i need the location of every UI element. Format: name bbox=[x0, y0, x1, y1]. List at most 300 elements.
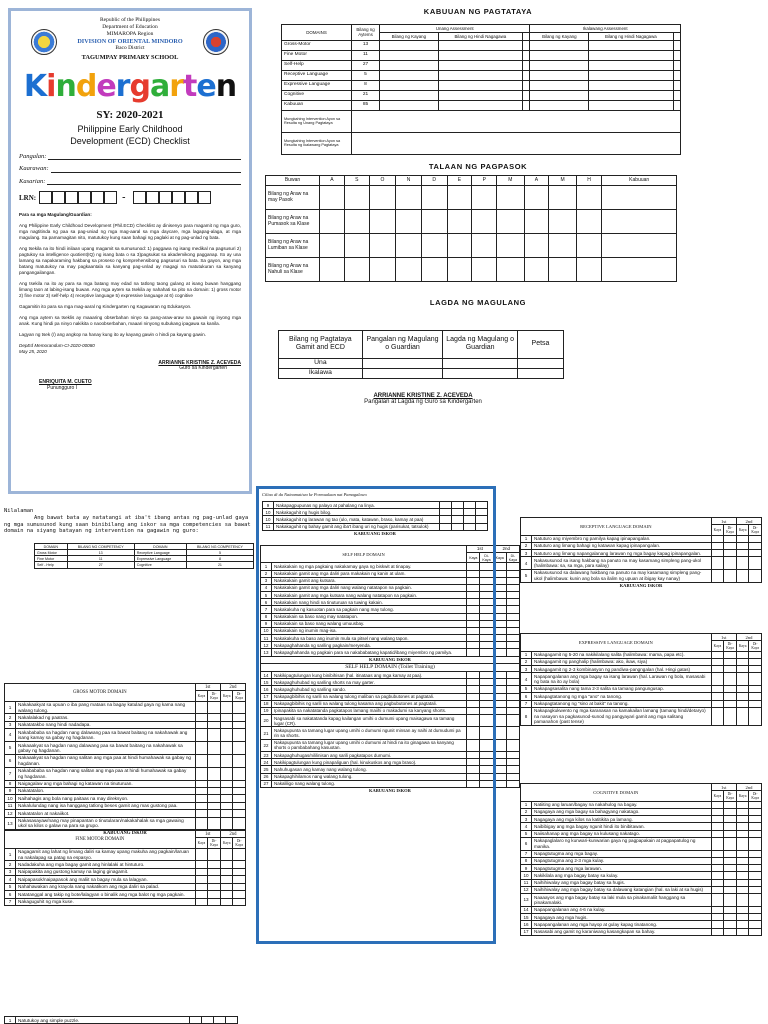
check-cell[interactable] bbox=[467, 727, 480, 739]
sex-field[interactable] bbox=[19, 178, 241, 185]
check-cell[interactable] bbox=[736, 914, 749, 921]
check-cell[interactable] bbox=[480, 613, 493, 620]
att-cell[interactable] bbox=[472, 186, 497, 210]
check-cell[interactable] bbox=[724, 535, 737, 542]
check-cell[interactable] bbox=[190, 1017, 202, 1024]
check-cell[interactable] bbox=[480, 752, 493, 759]
check-cell[interactable] bbox=[233, 767, 246, 780]
check-cell[interactable] bbox=[736, 894, 749, 907]
check-cell[interactable] bbox=[724, 808, 737, 815]
check-cell[interactable] bbox=[736, 685, 749, 692]
birthday-line[interactable] bbox=[51, 166, 241, 173]
summary-score-cell[interactable] bbox=[438, 50, 522, 60]
check-cell[interactable] bbox=[506, 672, 519, 679]
check-cell[interactable] bbox=[480, 592, 493, 599]
check-cell[interactable] bbox=[195, 883, 208, 890]
att-cell[interactable] bbox=[369, 186, 395, 210]
check-cell[interactable] bbox=[749, 535, 762, 542]
summary-score-cell[interactable] bbox=[673, 50, 680, 60]
summary-score-cell[interactable] bbox=[380, 60, 439, 70]
att-cell[interactable] bbox=[524, 186, 549, 210]
att-cell[interactable] bbox=[602, 210, 677, 234]
check-cell[interactable] bbox=[493, 606, 506, 613]
summary-score-cell[interactable] bbox=[523, 50, 530, 60]
check-cell[interactable] bbox=[195, 861, 208, 868]
summary-score-cell[interactable] bbox=[438, 40, 522, 50]
check-cell[interactable] bbox=[467, 766, 480, 773]
check-cell[interactable] bbox=[749, 666, 762, 673]
lrn-box[interactable] bbox=[198, 191, 211, 204]
check-cell[interactable] bbox=[480, 773, 493, 780]
check-cell[interactable] bbox=[736, 651, 749, 658]
check-cell[interactable] bbox=[736, 557, 749, 570]
intervention-2-cell[interactable] bbox=[352, 132, 681, 154]
check-cell[interactable] bbox=[493, 627, 506, 634]
check-cell[interactable] bbox=[506, 693, 519, 700]
check-cell[interactable] bbox=[233, 883, 246, 890]
att-cell[interactable] bbox=[576, 186, 602, 210]
att-cell[interactable] bbox=[524, 210, 549, 234]
check-cell[interactable] bbox=[233, 701, 246, 714]
check-cell[interactable] bbox=[208, 721, 221, 728]
check-cell[interactable] bbox=[711, 928, 724, 935]
check-cell[interactable] bbox=[711, 801, 724, 808]
check-cell[interactable] bbox=[467, 686, 480, 693]
summary-score-cell[interactable] bbox=[438, 90, 522, 100]
summary-score-cell[interactable] bbox=[530, 60, 589, 70]
check-cell[interactable] bbox=[724, 685, 737, 692]
check-cell[interactable] bbox=[711, 823, 724, 830]
check-cell[interactable] bbox=[711, 658, 724, 665]
check-cell[interactable] bbox=[711, 685, 724, 692]
check-cell[interactable] bbox=[195, 721, 208, 728]
check-cell[interactable] bbox=[467, 679, 480, 686]
check-cell[interactable] bbox=[233, 729, 246, 742]
check-cell[interactable] bbox=[195, 780, 208, 787]
check-cell[interactable] bbox=[195, 891, 208, 898]
check-cell[interactable] bbox=[467, 627, 480, 634]
check-cell[interactable] bbox=[208, 729, 221, 742]
check-cell[interactable] bbox=[736, 850, 749, 857]
sig-cell[interactable] bbox=[518, 358, 564, 368]
check-cell[interactable] bbox=[724, 830, 737, 837]
check-cell[interactable] bbox=[233, 876, 246, 883]
check-cell[interactable] bbox=[724, 666, 737, 673]
check-cell[interactable] bbox=[208, 848, 221, 861]
check-cell[interactable] bbox=[467, 620, 480, 627]
check-cell[interactable] bbox=[452, 516, 464, 523]
summary-score-cell[interactable] bbox=[673, 70, 680, 80]
check-cell[interactable] bbox=[749, 823, 762, 830]
check-cell[interactable] bbox=[493, 759, 506, 766]
check-cell[interactable] bbox=[480, 649, 493, 656]
check-cell[interactable] bbox=[724, 651, 737, 658]
check-cell[interactable] bbox=[233, 861, 246, 868]
check-cell[interactable] bbox=[749, 886, 762, 893]
att-cell[interactable] bbox=[369, 234, 395, 258]
summary-score-cell[interactable] bbox=[530, 50, 589, 60]
check-cell[interactable] bbox=[506, 766, 519, 773]
check-cell[interactable] bbox=[467, 606, 480, 613]
check-cell[interactable] bbox=[736, 801, 749, 808]
check-cell[interactable] bbox=[506, 759, 519, 766]
check-cell[interactable] bbox=[724, 850, 737, 857]
check-cell[interactable] bbox=[467, 759, 480, 766]
check-cell[interactable] bbox=[736, 928, 749, 935]
check-cell[interactable] bbox=[476, 509, 488, 516]
check-cell[interactable] bbox=[452, 509, 464, 516]
summary-score-cell[interactable] bbox=[673, 40, 680, 50]
check-cell[interactable] bbox=[711, 830, 724, 837]
check-cell[interactable] bbox=[724, 928, 737, 935]
check-cell[interactable] bbox=[195, 742, 208, 755]
check-cell[interactable] bbox=[711, 816, 724, 823]
summary-score-cell[interactable] bbox=[530, 80, 589, 90]
check-cell[interactable] bbox=[467, 613, 480, 620]
check-cell[interactable] bbox=[506, 599, 519, 606]
check-cell[interactable] bbox=[195, 876, 208, 883]
att-cell[interactable] bbox=[497, 258, 524, 282]
sig-cell[interactable] bbox=[518, 368, 564, 378]
check-cell[interactable] bbox=[220, 817, 233, 830]
check-cell[interactable] bbox=[493, 592, 506, 599]
att-cell[interactable] bbox=[396, 258, 422, 282]
lrn-box[interactable] bbox=[133, 191, 146, 204]
check-cell[interactable] bbox=[220, 729, 233, 742]
check-cell[interactable] bbox=[493, 642, 506, 649]
lrn-box[interactable] bbox=[91, 191, 104, 204]
lrn-box[interactable] bbox=[159, 191, 172, 204]
check-cell[interactable] bbox=[736, 816, 749, 823]
check-cell[interactable] bbox=[749, 569, 762, 582]
summary-score-cell[interactable] bbox=[673, 100, 680, 110]
check-cell[interactable] bbox=[493, 635, 506, 642]
check-cell[interactable] bbox=[208, 891, 221, 898]
check-cell[interactable] bbox=[724, 550, 737, 557]
check-cell[interactable] bbox=[493, 672, 506, 679]
check-cell[interactable] bbox=[506, 686, 519, 693]
check-cell[interactable] bbox=[724, 872, 737, 879]
check-cell[interactable] bbox=[220, 876, 233, 883]
check-cell[interactable] bbox=[493, 752, 506, 759]
check-cell[interactable] bbox=[749, 550, 762, 557]
check-cell[interactable] bbox=[467, 752, 480, 759]
check-cell[interactable] bbox=[208, 714, 221, 721]
summary-score-cell[interactable] bbox=[438, 70, 522, 80]
check-cell[interactable] bbox=[493, 739, 506, 751]
check-cell[interactable] bbox=[711, 808, 724, 815]
check-cell[interactable] bbox=[749, 894, 762, 907]
summary-score-cell[interactable] bbox=[438, 80, 522, 90]
check-cell[interactable] bbox=[220, 754, 233, 767]
check-cell[interactable] bbox=[440, 523, 452, 530]
lrn-box[interactable] bbox=[52, 191, 65, 204]
check-cell[interactable] bbox=[208, 754, 221, 767]
att-cell[interactable] bbox=[369, 258, 395, 282]
att-cell[interactable] bbox=[524, 234, 549, 258]
check-cell[interactable] bbox=[506, 773, 519, 780]
check-cell[interactable] bbox=[493, 686, 506, 693]
check-cell[interactable] bbox=[749, 857, 762, 864]
check-cell[interactable] bbox=[214, 1017, 226, 1024]
check-cell[interactable] bbox=[480, 620, 493, 627]
check-cell[interactable] bbox=[220, 701, 233, 714]
check-cell[interactable] bbox=[711, 569, 724, 582]
check-cell[interactable] bbox=[724, 569, 737, 582]
check-cell[interactable] bbox=[506, 584, 519, 591]
lrn-box[interactable] bbox=[146, 191, 159, 204]
check-cell[interactable] bbox=[440, 502, 452, 509]
check-cell[interactable] bbox=[736, 857, 749, 864]
check-cell[interactable] bbox=[736, 823, 749, 830]
check-cell[interactable] bbox=[736, 700, 749, 707]
check-cell[interactable] bbox=[480, 599, 493, 606]
check-cell[interactable] bbox=[480, 727, 493, 739]
check-cell[interactable] bbox=[506, 752, 519, 759]
check-cell[interactable] bbox=[195, 810, 208, 817]
sig-cell[interactable] bbox=[443, 368, 518, 378]
check-cell[interactable] bbox=[506, 715, 519, 727]
check-cell[interactable] bbox=[749, 801, 762, 808]
check-cell[interactable] bbox=[711, 886, 724, 893]
check-cell[interactable] bbox=[220, 891, 233, 898]
check-cell[interactable] bbox=[467, 584, 480, 591]
summary-score-cell[interactable] bbox=[589, 60, 673, 70]
check-cell[interactable] bbox=[233, 891, 246, 898]
check-cell[interactable] bbox=[233, 714, 246, 721]
check-cell[interactable] bbox=[506, 649, 519, 656]
check-cell[interactable] bbox=[493, 563, 506, 570]
check-cell[interactable] bbox=[736, 837, 749, 850]
check-cell[interactable] bbox=[506, 570, 519, 577]
att-cell[interactable] bbox=[320, 210, 345, 234]
check-cell[interactable] bbox=[736, 666, 749, 673]
check-cell[interactable] bbox=[724, 886, 737, 893]
check-cell[interactable] bbox=[736, 658, 749, 665]
check-cell[interactable] bbox=[736, 906, 749, 913]
summary-score-cell[interactable] bbox=[380, 80, 439, 90]
check-cell[interactable] bbox=[711, 666, 724, 673]
check-cell[interactable] bbox=[480, 780, 493, 787]
att-cell[interactable] bbox=[396, 210, 422, 234]
check-cell[interactable] bbox=[233, 721, 246, 728]
check-cell[interactable] bbox=[711, 535, 724, 542]
check-cell[interactable] bbox=[749, 921, 762, 928]
check-cell[interactable] bbox=[749, 816, 762, 823]
check-cell[interactable] bbox=[711, 557, 724, 570]
sig-cell[interactable] bbox=[443, 358, 518, 368]
check-cell[interactable] bbox=[480, 627, 493, 634]
att-cell[interactable] bbox=[421, 258, 447, 282]
check-cell[interactable] bbox=[208, 876, 221, 883]
check-cell[interactable] bbox=[467, 739, 480, 751]
check-cell[interactable] bbox=[506, 620, 519, 627]
check-cell[interactable] bbox=[226, 1017, 238, 1024]
summary-score-cell[interactable] bbox=[380, 40, 439, 50]
check-cell[interactable] bbox=[724, 801, 737, 808]
check-cell[interactable] bbox=[506, 727, 519, 739]
check-cell[interactable] bbox=[208, 810, 221, 817]
att-cell[interactable] bbox=[576, 234, 602, 258]
check-cell[interactable] bbox=[233, 787, 246, 794]
sex-line[interactable] bbox=[47, 178, 241, 185]
check-cell[interactable] bbox=[467, 635, 480, 642]
check-cell[interactable] bbox=[467, 672, 480, 679]
check-cell[interactable] bbox=[749, 557, 762, 570]
check-cell[interactable] bbox=[724, 707, 737, 725]
att-cell[interactable] bbox=[549, 258, 576, 282]
check-cell[interactable] bbox=[464, 516, 476, 523]
check-cell[interactable] bbox=[724, 906, 737, 913]
check-cell[interactable] bbox=[220, 802, 233, 809]
summary-score-cell[interactable] bbox=[589, 80, 673, 90]
att-cell[interactable] bbox=[549, 210, 576, 234]
att-cell[interactable] bbox=[576, 258, 602, 282]
check-cell[interactable] bbox=[233, 742, 246, 755]
summary-score-cell[interactable] bbox=[589, 90, 673, 100]
check-cell[interactable] bbox=[736, 808, 749, 815]
check-cell[interactable] bbox=[749, 808, 762, 815]
check-cell[interactable] bbox=[506, 606, 519, 613]
check-cell[interactable] bbox=[480, 570, 493, 577]
summary-score-cell[interactable] bbox=[530, 70, 589, 80]
summary-score-cell[interactable] bbox=[523, 40, 530, 50]
summary-score-cell[interactable] bbox=[523, 80, 530, 90]
check-cell[interactable] bbox=[233, 817, 246, 830]
check-cell[interactable] bbox=[724, 837, 737, 850]
check-cell[interactable] bbox=[749, 850, 762, 857]
check-cell[interactable] bbox=[220, 787, 233, 794]
check-cell[interactable] bbox=[749, 837, 762, 850]
check-cell[interactable] bbox=[220, 721, 233, 728]
att-cell[interactable] bbox=[320, 234, 345, 258]
intervention-1-cell[interactable] bbox=[352, 110, 681, 132]
birthday-field[interactable] bbox=[19, 165, 241, 172]
lrn-field[interactable] bbox=[19, 191, 241, 204]
check-cell[interactable] bbox=[476, 523, 488, 530]
check-cell[interactable] bbox=[195, 754, 208, 767]
att-cell[interactable] bbox=[549, 186, 576, 210]
check-cell[interactable] bbox=[493, 727, 506, 739]
lrn-box[interactable] bbox=[104, 191, 117, 204]
check-cell[interactable] bbox=[749, 651, 762, 658]
check-cell[interactable] bbox=[195, 787, 208, 794]
check-cell[interactable] bbox=[464, 502, 476, 509]
check-cell[interactable] bbox=[208, 701, 221, 714]
att-cell[interactable] bbox=[344, 234, 369, 258]
check-cell[interactable] bbox=[195, 729, 208, 742]
att-cell[interactable] bbox=[602, 186, 677, 210]
check-cell[interactable] bbox=[711, 865, 724, 872]
lrn-boxes-left[interactable] bbox=[39, 191, 117, 204]
check-cell[interactable] bbox=[724, 816, 737, 823]
check-cell[interactable] bbox=[749, 700, 762, 707]
check-cell[interactable] bbox=[195, 802, 208, 809]
check-cell[interactable] bbox=[711, 906, 724, 913]
att-cell[interactable] bbox=[447, 258, 472, 282]
check-cell[interactable] bbox=[749, 928, 762, 935]
check-cell[interactable] bbox=[480, 693, 493, 700]
check-cell[interactable] bbox=[220, 767, 233, 780]
check-cell[interactable] bbox=[506, 627, 519, 634]
att-cell[interactable] bbox=[344, 210, 369, 234]
check-cell[interactable] bbox=[208, 780, 221, 787]
check-cell[interactable] bbox=[233, 795, 246, 802]
check-cell[interactable] bbox=[467, 715, 480, 727]
summary-score-cell[interactable] bbox=[530, 100, 589, 110]
check-cell[interactable] bbox=[480, 707, 493, 714]
check-cell[interactable] bbox=[749, 707, 762, 725]
check-cell[interactable] bbox=[480, 739, 493, 751]
check-cell[interactable] bbox=[233, 848, 246, 861]
check-cell[interactable] bbox=[220, 883, 233, 890]
check-cell[interactable] bbox=[208, 898, 221, 905]
check-cell[interactable] bbox=[467, 700, 480, 707]
check-cell[interactable] bbox=[467, 599, 480, 606]
check-cell[interactable] bbox=[711, 550, 724, 557]
check-cell[interactable] bbox=[493, 649, 506, 656]
check-cell[interactable] bbox=[749, 865, 762, 872]
check-cell[interactable] bbox=[202, 1017, 214, 1024]
att-cell[interactable] bbox=[421, 234, 447, 258]
lrn-box[interactable] bbox=[39, 191, 52, 204]
att-cell[interactable] bbox=[344, 186, 369, 210]
check-cell[interactable] bbox=[467, 642, 480, 649]
check-cell[interactable] bbox=[724, 879, 737, 886]
check-cell[interactable] bbox=[195, 817, 208, 830]
check-cell[interactable] bbox=[724, 693, 737, 700]
att-cell[interactable] bbox=[524, 258, 549, 282]
check-cell[interactable] bbox=[506, 635, 519, 642]
check-cell[interactable] bbox=[736, 707, 749, 725]
check-cell[interactable] bbox=[467, 592, 480, 599]
check-cell[interactable] bbox=[220, 780, 233, 787]
check-cell[interactable] bbox=[506, 780, 519, 787]
check-cell[interactable] bbox=[493, 570, 506, 577]
check-cell[interactable] bbox=[711, 651, 724, 658]
check-cell[interactable] bbox=[736, 865, 749, 872]
check-cell[interactable] bbox=[480, 635, 493, 642]
att-cell[interactable] bbox=[447, 234, 472, 258]
check-cell[interactable] bbox=[736, 879, 749, 886]
check-cell[interactable] bbox=[480, 679, 493, 686]
summary-score-cell[interactable] bbox=[673, 80, 680, 90]
check-cell[interactable] bbox=[208, 795, 221, 802]
att-cell[interactable] bbox=[369, 210, 395, 234]
check-cell[interactable] bbox=[220, 861, 233, 868]
check-cell[interactable] bbox=[724, 673, 737, 686]
check-cell[interactable] bbox=[220, 868, 233, 875]
check-cell[interactable] bbox=[467, 570, 480, 577]
lrn-box[interactable] bbox=[172, 191, 185, 204]
summary-score-cell[interactable] bbox=[523, 90, 530, 100]
check-cell[interactable] bbox=[711, 542, 724, 549]
check-cell[interactable] bbox=[711, 700, 724, 707]
summary-score-cell[interactable] bbox=[673, 90, 680, 100]
check-cell[interactable] bbox=[506, 613, 519, 620]
check-cell[interactable] bbox=[749, 673, 762, 686]
check-cell[interactable] bbox=[464, 509, 476, 516]
check-cell[interactable] bbox=[452, 523, 464, 530]
att-cell[interactable] bbox=[447, 186, 472, 210]
check-cell[interactable] bbox=[476, 516, 488, 523]
check-cell[interactable] bbox=[493, 693, 506, 700]
check-cell[interactable] bbox=[711, 914, 724, 921]
check-cell[interactable] bbox=[208, 861, 221, 868]
check-cell[interactable] bbox=[724, 823, 737, 830]
check-cell[interactable] bbox=[452, 502, 464, 509]
check-cell[interactable] bbox=[736, 535, 749, 542]
